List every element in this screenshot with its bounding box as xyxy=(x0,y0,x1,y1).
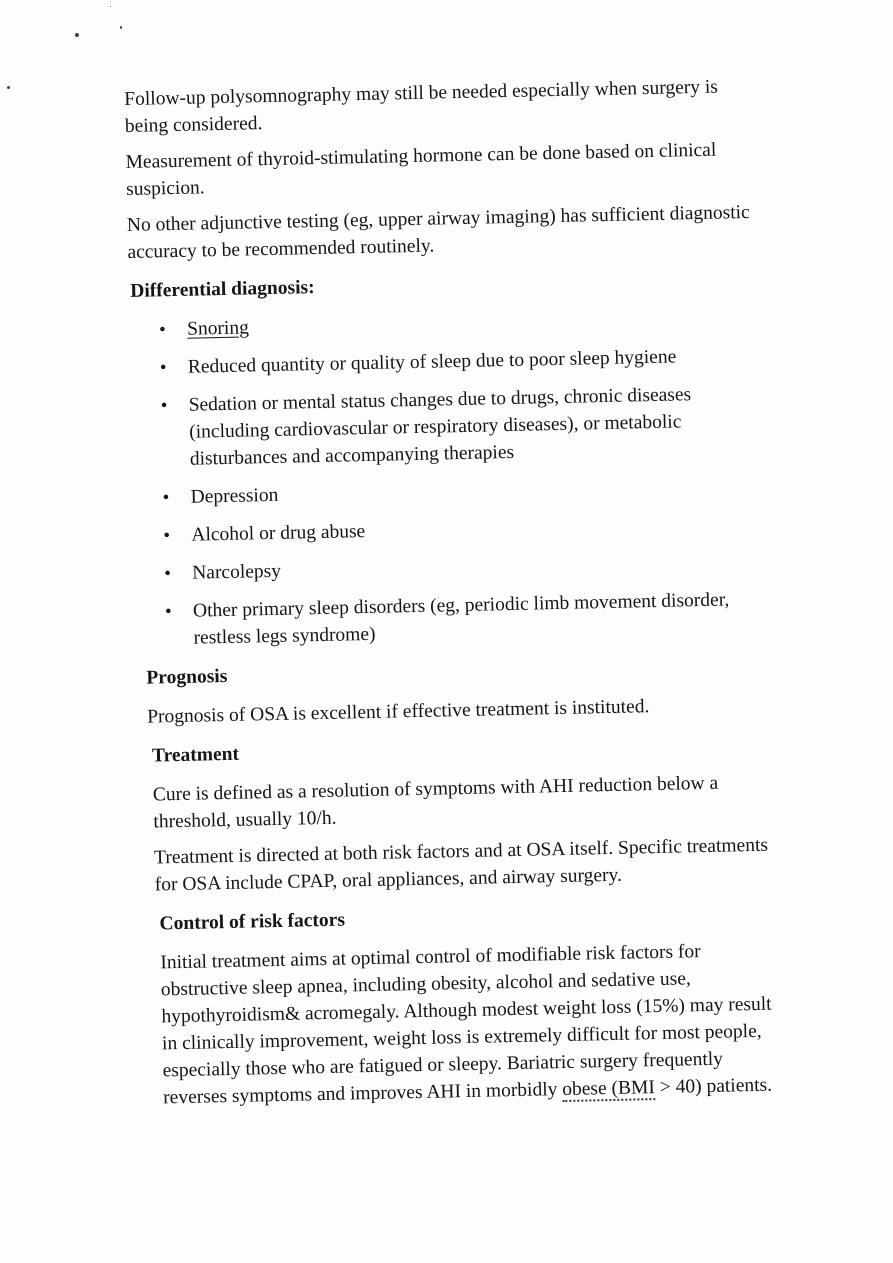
differential-heading: Differential diagnosis: xyxy=(130,277,315,302)
bullet-icon: • xyxy=(164,601,172,623)
list-item-label: Snoring xyxy=(186,317,250,340)
risk-factors-text-end: > 40) patients. xyxy=(654,1074,773,1099)
bullet-icon: • xyxy=(164,563,172,585)
risk-factors-text: Initial treatment aims at optimal control of modifiable risk factors for obstructive sleep apnea, including obesity, alcohol and sedative use, hypothyroidism& acromegaly. Although modest weight loss (15%) may result in clinically improvement, weight loss is extremely difficult for most people, especially those who are fatigued or sleepy. Bariatric surgery frequently reverses symptoms and improves AHI in morbidly xyxy=(160,941,772,1109)
list-item-label: Depression xyxy=(190,484,279,508)
list-item-label: Reduced quantity or quality of sleep due to poor sleep hygiene xyxy=(187,346,677,378)
paragraph-followup: Follow-up polysomnography may still be needed especially when surgery is being considered. xyxy=(124,76,719,137)
bullet-icon: • xyxy=(158,319,166,341)
scan-speck xyxy=(7,86,10,89)
paragraph-adjunctive: No other adjunctive testing (eg, upper airway imaging) has sufficient diagnostic accuracy to be recommended routinely. xyxy=(126,201,750,263)
list-item-label: Other primary sleep disorders (eg, periodic limb movement disorder, restless legs syndrome) xyxy=(192,589,730,649)
list-item xyxy=(160,342,770,382)
treatment-heading: Treatment xyxy=(151,743,240,767)
list-item xyxy=(160,380,772,474)
prognosis-heading: Prognosis xyxy=(146,665,228,689)
list-item xyxy=(164,547,774,587)
bullet-icon: • xyxy=(160,395,168,417)
treatment-paragraph-directed: Treatment is directed at both risk factors and at OSA itself. Specific treatments for OSA include CPAP, oral appliances, and airway surgery. xyxy=(153,834,769,896)
list-item-label: Sedation or mental status changes due to drugs, chronic diseases (including cardiovascular or respiratory diseases), or metabolic disturbances and accompanying therapies xyxy=(188,384,692,470)
bullet-icon: • xyxy=(159,357,167,379)
list-item-label: Alcohol or drug abuse xyxy=(191,521,366,546)
bullet-icon: • xyxy=(162,487,170,509)
scan-speck xyxy=(120,26,122,29)
list-item xyxy=(162,472,772,512)
bullet-icon: • xyxy=(163,525,171,547)
list-item xyxy=(159,304,769,344)
document-content xyxy=(124,73,786,1121)
scan-speck xyxy=(110,6,111,7)
scan-speck xyxy=(75,33,79,37)
risk-factors-dotted-text: obese (BMI xyxy=(562,1077,656,1101)
list-item-label: Narcolepsy xyxy=(191,560,282,584)
list-item xyxy=(163,510,773,550)
paragraph-tsh: Measurement of thyroid-stimulating hormone can be done based on clinical suspicion. xyxy=(125,139,717,200)
risk-factors-paragraph xyxy=(160,936,785,1111)
treatment-paragraph-cure: Cure is defined as a resolution of symptoms with AHI reduction below a threshold, usually 10/h. xyxy=(152,772,719,833)
list-item xyxy=(165,585,776,652)
risk-factors-heading: Control of risk factors xyxy=(159,909,346,935)
differential-list xyxy=(159,304,776,653)
prognosis-paragraph: Prognosis of OSA is excellent if effective treatment is instituted. xyxy=(147,696,650,728)
